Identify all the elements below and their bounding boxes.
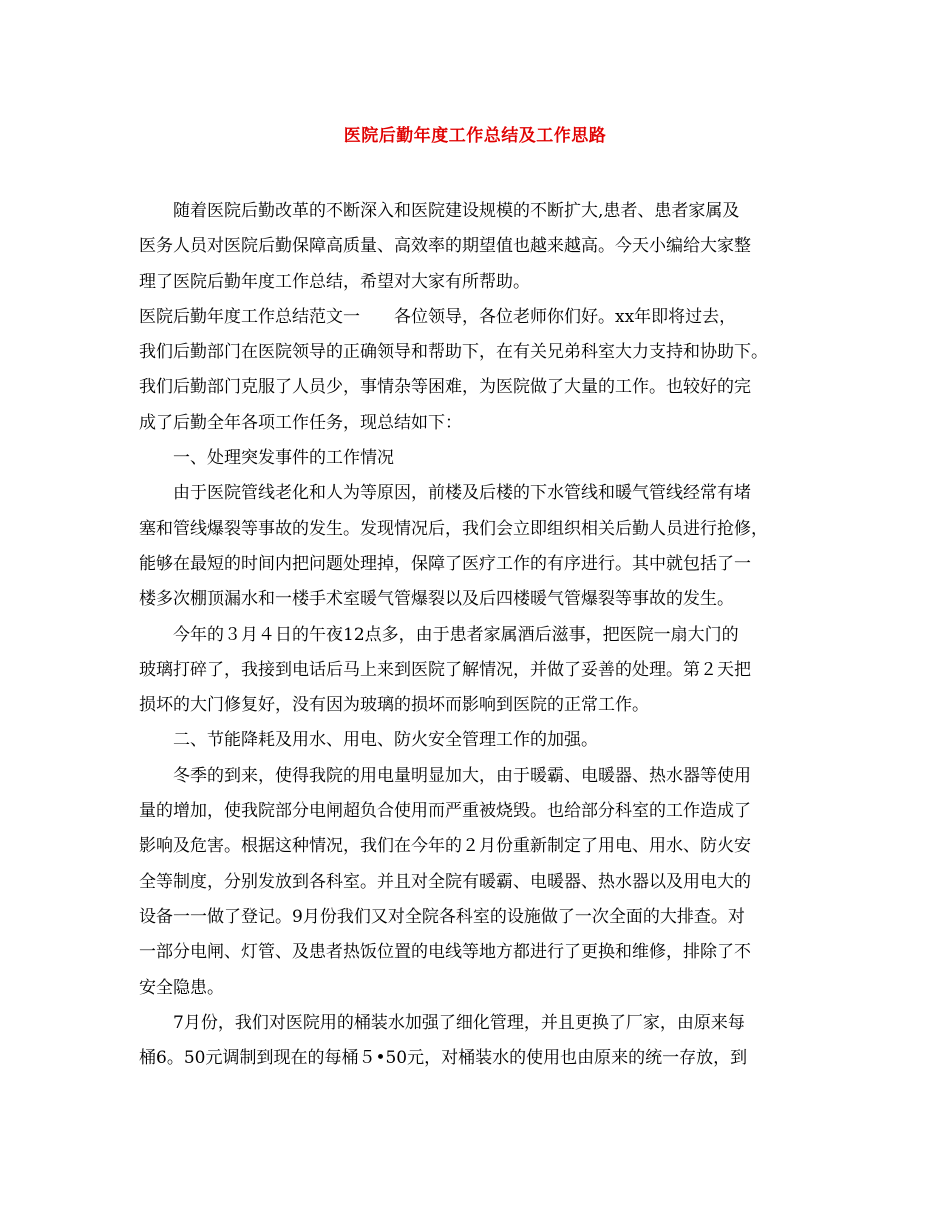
section-heading: 二、节能降耗及用水、用电、防火安全管理工作的加强。 xyxy=(173,730,598,751)
body-line: 能够在最短的时间内把问题处理掉，保障了医疗工作的有序进行。其中就包括了一 xyxy=(139,553,751,574)
body-line: 理了医院后勤年度工作总结，希望对大家有所帮助。 xyxy=(139,271,530,292)
body-line: 我们后勤部门克服了人员少，事情杂等困难，为医院做了大量的工作。也较好的完 xyxy=(139,377,751,398)
body-line: 冬季的到来，使得我院的用电量明显加大，由于暖霸、电暖器、热水器等使用 xyxy=(173,765,751,786)
body-line: 玻璃打碎了，我接到电话后马上来到医院了解情况，并做了妥善的处理。第２天把 xyxy=(139,659,751,680)
body-line: 7月份，我们对医院用的桶装水加强了细化管理，并且更换了厂家，由原来每 xyxy=(173,1012,745,1033)
body-line: 医务人员对医院后勤保障高质量、高效率的期望值也越来越高。今天小编给大家整 xyxy=(139,236,751,257)
body-line: 损坏的大门修复好，没有因为玻璃的损坏而影响到医院的正常工作。 xyxy=(139,695,649,716)
body-line: 成了后勤全年各项工作任务，现总结如下： xyxy=(139,412,462,433)
body-line: 医院后勤年度工作总结范文一 各位领导，各位老师你们好。xx年即将过去， xyxy=(139,306,737,327)
body-line: 楼多次棚顶漏水和一楼手术室暖气管爆裂以及后四楼暖气管爆裂等事故的发生。 xyxy=(139,589,734,610)
body-line: 设备一一做了登记。9月份我们又对全院各科室的设施做了一次全面的大排查。对 xyxy=(139,906,745,927)
body-line: 由于医院管线老化和人为等原因，前楼及后楼的下水管线和暖气管线经常有堵 xyxy=(173,483,751,504)
document-title: 医院后勤年度工作总结及工作思路 xyxy=(343,126,607,146)
body-line: 我们后勤部门在医院领导的正确领导和帮助下，在有关兄弟科室大力支持和协助下。 xyxy=(139,342,768,363)
body-line: 全等制度，分别发放到各科室。并且对全院有暖霸、电暖器、热水器以及用电大的 xyxy=(139,871,751,892)
section-heading: 一、处理突发事件的工作情况 xyxy=(173,448,394,469)
body-line: 影响及危害。根据这种情况，我们在今年的２月份重新制定了用电、用水、防火安 xyxy=(139,836,751,857)
body-line: 安全隐患。 xyxy=(139,977,224,998)
body-line: 桶6。50元调制到现在的每桶５•50元，对桶装水的使用也由原来的统一存放，到 xyxy=(139,1048,748,1069)
body-line: 量的增加，使我院部分电闸超负合使用而严重被烧毁。也给部分科室的工作造成了 xyxy=(139,801,751,822)
body-line: 随着医院后勤改革的不断深入和医院建设规模的不断扩大,患者、患者家属及 xyxy=(173,201,740,221)
body-line: 塞和管线爆裂等事故的发生。发现情况后，我们会立即组织相关后勤人员进行抢修， xyxy=(139,518,768,539)
document-body xyxy=(139,194,819,1076)
body-line: 一部分电闸、灯管、及患者热饭位置的电线等地方都进行了更换和维修，排除了不 xyxy=(139,942,751,963)
body-line: 今年的３月４日的午夜12点多，由于患者家属酒后滋事，把医院一扇大门的 xyxy=(173,624,739,645)
